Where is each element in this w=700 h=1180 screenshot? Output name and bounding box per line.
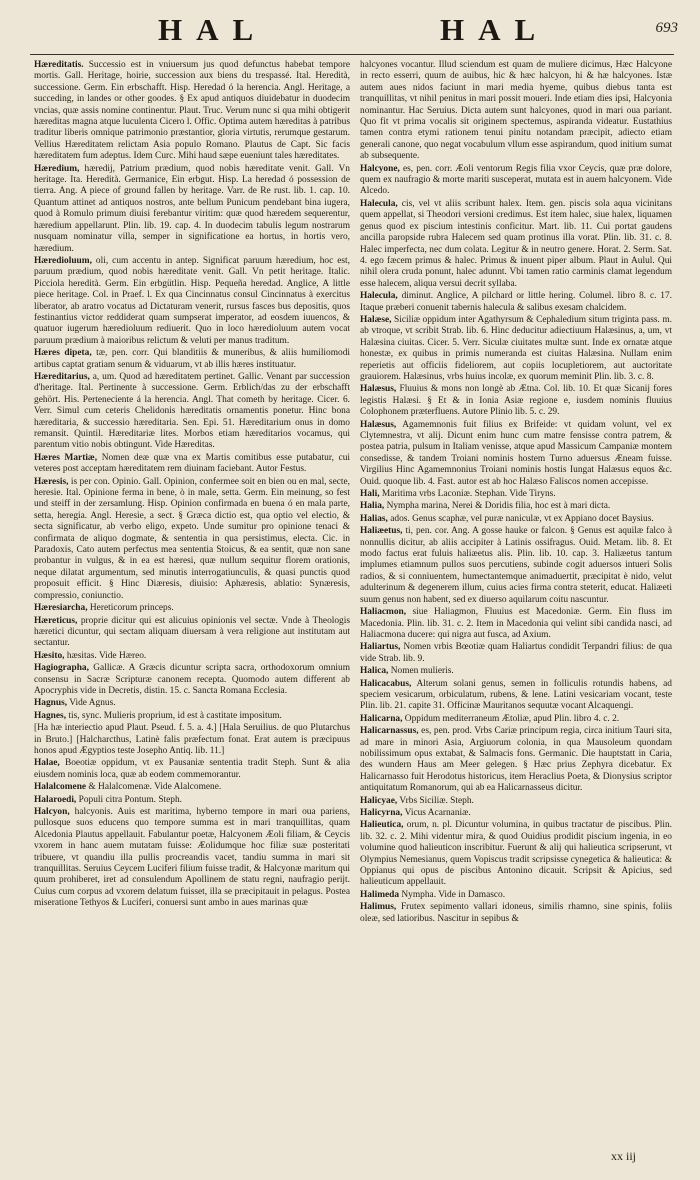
entry-text: Siciliæ oppidum inter Agathyrsum & Cephaledium situm triginta pass. m. ab vtroque, vt scribit Strab. lib. 6. Hinc deducitur adiectiuum Halæsinus, a, um, vt Halæsina ciuitas. Cicer. 5. Verr. Siculæ ciuitates multæ sunt. Inde ex ornatæ atque honestæ, ex quibus in primis numeranda est ciuitas Halæsina. Nullam enim reperietis aut officiis fideliorem, aut copiis locupletiorem, aut auctoritate grauiorem. Halæsinus, vrbs huius incolæ, ex quorum meminit Plin. lib. 3. c. 8.: [360, 314, 672, 382]
entry-text: hæsitas. Vide Hæreo.: [66, 650, 147, 661]
dictionary-entry: [34, 663, 350, 697]
dictionary-entry: [360, 902, 672, 925]
entry-text: Nomen mulieris.: [390, 666, 454, 677]
entry-headword: Hæreditarius,: [34, 371, 90, 382]
entry-text: Frutex sepimento vallari idoneus, similis rhamno, sine spinis, foliis oleæ, sed latioribus. Nascitur in sepibus &: [360, 902, 672, 924]
dictionary-entry: [34, 477, 350, 602]
entry-headword: Hæresis,: [34, 476, 69, 487]
dictionary-entry: [360, 642, 672, 665]
dictionary-entry: [360, 890, 672, 901]
entry-headword: Halcyone,: [360, 163, 400, 174]
dictionary-entry: [360, 489, 672, 500]
entry-headword: Halias,: [360, 513, 388, 524]
right-column: [360, 60, 672, 926]
dictionary-entry: [360, 820, 672, 888]
dictionary-entry: [360, 60, 672, 163]
entry-text: proprie dicitur qui est alicuius opinionis vel sectæ. Vnde à Theologis hæretici dicuntur, qui sectam aliquam diuersam à vera religione aut institutam aut sectantur.: [34, 615, 351, 649]
entry-text: Nympha marina, Nerei & Doridis filia, hoc est à mari dicta.: [386, 501, 611, 512]
entry-text: ti, pen. cor. Ang. A gosse hauke or falcon. § Genus est aquilæ falco à nonnullis dicitur, ab aliis accipiter à Latinis ossifragus. Ouid. Metam. lib. 8. Et modo factus erat fuluis haliæetus alis. Plin. lib. 10. cap. 3. Haliæetus tantum implumes etiamnum pullos suos percutiens, subinde cogit aduersos intueri Solis radios, & si conniuentem, humectantemque animaduertit, præcipitat è nido, velut adulterinum & degenerem illum, cuius acies firma contra steterit, educat. Haliæeti suum genus non habent, sed ex diuerso aquilarum coitu nascuntur.: [360, 526, 673, 605]
dictionary-entry: [360, 384, 672, 418]
dictionary-entry: [34, 795, 350, 806]
entry-headword: Halcyon,: [34, 807, 70, 817]
entry-text: tæ, pen. corr. Qui blanditiis & muneribus, & aliis humiliomodi artibus captat gratiam senum & viduarum, vt ab illis hæres instituatur.: [34, 348, 350, 370]
entry-headword: Hæsito,: [34, 650, 65, 661]
entry-text: Vicus Acarnaniæ.: [404, 808, 471, 818]
entry-text: [Ha hæ interiectio apud Plaut. Pseud. f. 5. a. 4.] [Hala Seruilius. de quo Plutarchus in Bruto.] [Halcharcthus, Latinè falis præfectum fonat. Erat autem is præcipuus honos apud Ægyptios teste Josepho Antiq. lib. 11.]: [34, 723, 350, 756]
entry-headword: Halæse,: [360, 314, 392, 325]
entry-text: orum, n. pl. Dicuntur volumina, in quibus tractatur de piscibus. Plin. lib. 32. c. 2. Mihi videntur mira, & quod Ouidius prodidit piscium ingenia, in eo volumine quod halieuticon inscribitur. Fuerunt & alij qui halieutica scripserunt, vt Olympius Nemesianus, quem Vopiscus tradit scripsisse cynegetica & halieutica: & Oppianus qui opus de piscibus Antonino dicauit. Scripsit & Apicius, sed halieuticum appellauit.: [360, 820, 672, 888]
dictionary-entry: [360, 808, 672, 819]
dictionary-entry: [360, 666, 672, 677]
dictionary-entry: [34, 711, 350, 722]
entry-text: Boeotiæ oppidum, vt ex Pausaniæ sententia tradit Steph. Sunt & alia eiusdem nominis loca, quæ ab eodem commemorantur.: [34, 758, 351, 780]
entry-headword: Halia,: [360, 501, 385, 512]
entry-headword: Hali,: [360, 489, 380, 500]
entry-headword: Halicyae,: [360, 795, 398, 806]
entry-headword: Hæreticus,: [34, 615, 78, 626]
dictionary-entry: [34, 758, 350, 781]
entry-headword: Halæsus,: [360, 419, 397, 430]
dictionary-entry: [34, 807, 350, 910]
entry-text: Populi citra Pontum. Steph.: [78, 794, 183, 805]
entry-text: siue Haliagmon, Fluuius est Macedoniæ. Germ. Ein fluss im Macedonia. Plin. lib. 31. c. 2. Item in Macedonia qui velint sibi candida nasci, ad Haliacmona ducere: qui nigra aut fusca, ad Axium.: [360, 607, 672, 640]
entry-headword: Hagnes,: [34, 710, 67, 721]
header-rule: [30, 54, 674, 55]
entry-text: Alterum solani genus, semen in folliculis rotundis habens, ad speciem vesicarum, orbiculatum, rubens, & lene. Latini vesicariam vocant, teste Plin. lib. 21. capite 31. Officinæ Mauritanos sequutæ vocant Alcaquengi.: [360, 678, 672, 712]
entry-text: halcyones vocantur. Illud sciendum est quam de muliere dicimus, Hæc Halcyone in recto esserri, quum de auibus, hic & hæc halcyon, hi & hæ halcyones. Istæ autem aues nidos faciunt in mari media hyeme, quibus diebus tanta est tranquillitas, vt nihil penitus in mari possit moueri. Inde etiam dies ipsi, Halcyonia nominantur. Hac Seruius. Dicta autem sunt halcyones, quod in mari oua pariant. Quo fit vt prima vocalis sit originem spectemus, aspiranda videatur. Eustathius tamen contra etymi rationem tenui pinitu notandam præcipit, adiecto etiam generali canone, quo negat vocabulum vllum esse aspirandum, quod initium sumat ab subsequente.: [360, 60, 672, 162]
entry-headword: Halicyrna,: [360, 808, 403, 818]
entry-headword: Halecula,: [360, 291, 398, 302]
entry-headword: Hagiographa,: [34, 663, 89, 674]
entry-headword: Halimus,: [360, 902, 397, 913]
dictionary-entry: [360, 726, 672, 794]
entry-headword: Haliæetus,: [360, 526, 403, 537]
entry-headword: Hæredioluum,: [34, 255, 92, 266]
entry-headword: Halaroedi,: [34, 794, 77, 805]
dictionary-entry: [34, 164, 350, 255]
entry-headword: Hæres Martiæ,: [34, 452, 98, 463]
entry-headword: Halicarnassus,: [360, 726, 419, 737]
entry-text: oli, cum accentu in antep. Significat paruum hæredium, hoc est, paruum prædium, quod nobis hæreditate venit. Gall. Vn petit heritage. Italic. Picciola heredità. Germ. Ein erbgütlin. Hisp. Pequeña heredad. Anglice, A little piece heritage. Col. in Praef. l. Ex qua Cincinnatus consul Cincinnatus à exercitus liberator, ab aratro vocatus ad Dictaturam venerit, rursus fasces bus depositis, quos festinantius victor reddiderat quam sumpserat imperator, ad eosdem iuuencos, & quatuor iugerum hæredioluum rediuerit. Quo in loco hæredioluum autem vocat paruum prædium à maioribus relictum & veluti per manus traditum.: [34, 255, 351, 346]
entry-text: Nomen deæ quæ vna ex Martis comitibus esse putabatur, cui veteres post acceptam hæreditatem rem diuinam faciebant. Autor Festus.: [34, 452, 351, 475]
entry-text: Nympha. Vide in Damasco.: [401, 889, 506, 900]
dictionary-entry: [360, 526, 672, 606]
entry-text: es, pen. prod. Vrbs Cariæ principum regia, circa initium Tauri sita, ad mare in minori Asia, Argiuorum colonia, in qua Mausoleum quondam nobilissimum opus extabat, & Salmacis fons. Germanic. Die hauptstatt in Caria, des wundern Haus am Meer gelegen. § Hæc prius Zephyra dicebatur. Ex Halicarnasso fuit Herodotus historicus, item Heraclius Poeta, & Dionysius scriptor antiquitatum Romanorum, qui ab ea Halicarnasseus dicitur.: [360, 726, 672, 794]
dictionary-entry: [360, 607, 672, 641]
entry-headword: Halieutica,: [360, 820, 404, 831]
entry-text: Maritima vrbs Laconiæ. Stephan. Vide Tiryns.: [381, 489, 556, 500]
entry-text: Fluuius & mons non longè ab Ætna. Col. lib. 10. Et quæ Sicanij fores legistis Halæsi. § Et & in Ionia Asiæ regione e, iusdem nominis fluuius Colophonem præterfluens. Autore Plinio lib. 5. c. 29.: [360, 384, 673, 418]
dictionary-entry: [360, 796, 672, 807]
entry-headword: Hagnus,: [34, 698, 68, 709]
dictionary-entry: [34, 616, 350, 650]
dictionary-entry: [34, 782, 350, 793]
entry-text: es, pen. corr. Æoli ventorum Regis filia vxor Ceycis, quæ præ dolore, quem ex naufragio & morte mariti susceperat, mutata est in auem halcyonem. Vide Alcedo.: [360, 163, 672, 197]
entry-headword: Halalcomene: [34, 782, 87, 793]
dictionary-entry: [360, 420, 672, 488]
dictionary-entry: [360, 315, 672, 383]
dictionary-entry: [360, 714, 672, 725]
entry-text: Vide Agnus.: [69, 698, 116, 709]
entry-headword: Hæresiarcha,: [34, 603, 88, 614]
entry-text: ados. Genus scaphæ, vel puræ naniculæ, vt ex Appiano docet Baysius.: [390, 513, 654, 524]
entry-text: Nomen vrbis Bœotiæ quam Haliartus condidit Terpandri filius: de qua vide Strab. lib. 9.: [360, 642, 672, 664]
entry-text: a, um. Quod ad hæreditatem pertinet. Gallic. Venant par succession d'heritage. Ital. Pertinente à successione. Germ. Erblich/das zu der erbschafft gehört. His. Perteneciente á la herencia. Angl. That cometh by heritage. Cicer. 6. Verr. Simul cum ceteris Chelidonis hæreditatis ornamentis ponetur. Hinc bona hæreditaria, & successio hæreditaria. Sen. Epi. 51. Hæreditarium onus in domo remansit. Quintil. Hæreditariæ lites. Morbos etiam hæreditarios vocamus, qui parentum vitio nobis obtingunt. Vide Hæreditas.: [34, 371, 350, 451]
dictionary-entry: [360, 164, 672, 198]
dictionary-entry: [360, 514, 672, 525]
entry-headword: Haliacmon,: [360, 607, 407, 618]
dictionary-entry: [360, 501, 672, 512]
entry-text: Agamemnonis fuit filius ex Brifeide: vt quidam volunt, vel ex Clytemnestra, vt alij. Dicunt enim hunc cum matre fensisse contra patrem, & postea patria, pulsum in Italiam venisse, atque apud Massicum Campaniæ montem consedisse, & tandem Troiani nominis hostem Turno aduersus Æneam fuisse. Virgilius Hinc Agamemnonius Troiani nominis hostis Iungat Halæsus equos &c. Ouid. quoque lib. 4. Fast. autor est ab hoc Halæso Faliscos nomen accepisse.: [360, 419, 672, 487]
entry-headword: Halecula,: [360, 198, 398, 209]
dictionary-entry: [34, 651, 350, 662]
entry-headword: Halicarna,: [360, 713, 403, 724]
entry-text: cis, vel vt aliis scribunt halex. Item. gen. piscis sola aqua vicinitans quem appellat, si Theodori versioni credimus. Est item halec, siue halex, liquamen genus quod ex piscium intestinis conficitur. Mart. lib. 11. Cui portat gaudens ancilla paropside rubra Halecem sed quam protinus illa vorat. Plin. lib. 31. c. 8. Halec imperfecta, nec dum colata. Legitur & in neutro genere. Horat. 2. Serm. Sat. 4. ego fæcem primus & halec. Primus & inuent piper album. Plaut in Aulul. Qui nihil olera cruda ponunt, halec adunnt. Vbi tamen ratio carminis clamat legendum esse halecem, aliqua versui decrit syllaba.: [360, 198, 673, 289]
running-head-right: HAL: [440, 12, 550, 47]
entry-text: diminut. Anglice, A pilchard or little hering. Columel. libro 8. c. 17. Itaque præberi conuenit tabernis halecula & salibus exesam chalcidem.: [360, 291, 672, 313]
entry-text: halcyonis. Auis est maritima, hyberno tempore in mari oua pariens, pullosque suos educens quo tempore summa est in mari tranquillitas, quam Alcedonia Plautus appellauit. Fabulantur poetæ, Halcyonem Æoli filiam, & Ceycis vxorem in hanc auem mutatam fuisse: Æolidumque hoc filiæ suæ posteritati tribuere, vt quandiu illa pullis procreandis vacet, tandiu summa in mari sit tranquillitas. Seruius Ceycem Luciferi filium fuisse tradit, & Halcyonæ maritum qui quum prohiberet, iret ad consulendum Apollinem de statu regni, naufragio perijt. Cuius cum corpus ad vxorem delatum fuisset, illa se præcipitauit in pelagus. Postea miseratione Tethyos & Luciferi, conuersi sunt ambo in aues marinas quæ: [34, 807, 350, 909]
entry-text: Successio est in vniuersum jus quod defunctus habebat tempore mortis. Gall. Heritage, hoirie, succession aux biens du trespassé. Ital. Heredità, successione. Germ. Ein erbschafft. Hisp. Heredad ó la herencia. Angl. Heritage, a succeding, in landes or other goodes. § Ex apud antiquos diuidebatur in duodecim vncias, quæ assis nomine continentur. Plaut. Truc. Verum nunc si qua mihi obtigerit hæreditas magna atque luculenta Cicero l. Offic. Optima autem hæreditas à patribus traditur liberis omnique patrimonio præstantior, gloria virtutis, rerumque gestarum. Vellius Hæreditatem relictam Asia populo Romano. Plautus de Capt. Sic facis hæreditatem fum adeptus. Idem Curc. Mihi haud sæpe eueniunt tales hæreditates.: [34, 60, 351, 162]
dictionary-entry: [34, 723, 350, 757]
entry-headword: Hæres dipeta,: [34, 348, 92, 359]
signature-mark: xx iij: [610, 1149, 636, 1163]
entry-text: Hereticorum princeps.: [89, 603, 174, 614]
dictionary-entry: [34, 603, 350, 614]
dictionary-entry: [34, 348, 350, 371]
entry-text: Oppidum mediterraneum Ætoliæ, apud Plin. libro 4. c. 2.: [404, 713, 620, 724]
left-column: [34, 60, 350, 911]
entry-headword: Hæreditatis.: [34, 60, 84, 70]
dictionary-entry: [360, 199, 672, 290]
entry-text: is per con. Opinio. Gall. Opinion, confermee soit en bien ou en mal, secte, heresie. Ital. Opinione ferma in bene, ò in male, setta. Germ. Ein meinung, so fest und steiff in der zersamlung. Hisp. Opinion confirmada en buena ó en mala parte, setta, heregia. Angl. Heresie, a sect. § Græca dictio est, qua optio vel electio, & secta significatur, ab verbo eligo, expeto. Unde sumitur pro opinione tenaci & confirmata de aliquo dogmate, & sententia in qua persistimus, electa. Cic. in Paradoxis, Cato autem perfectus mea sententia Stoicus, & ea sentit, quæ non sane probantur in vulgus, & in ea est hæresi, quæ nullum sequitur florem orationis, neque dilatat argumentum, sed minutis interrogatiunculis, & quasi punctis quod proposuit efficit. § Hinc Diæresis, diuisio: Aphæresis, ablatio: Synæresis, compressio, coniunctio.: [34, 476, 350, 601]
dictionary-entry: [360, 679, 672, 713]
entry-text: tis, sync. Mulieris proprium, id est à castitate impositum.: [68, 710, 282, 721]
running-head-left: HAL: [158, 12, 268, 47]
dictionary-entry: [34, 698, 350, 709]
entry-text: & Halalcomenæ. Vide Alalcomene.: [88, 782, 222, 793]
entry-headword: Halæsus,: [360, 384, 397, 395]
entry-headword: Halimeda: [360, 889, 400, 900]
dictionary-entry: [34, 60, 350, 163]
entry-headword: Halicacabus,: [360, 678, 412, 689]
entry-headword: Haliartus,: [360, 642, 401, 653]
entry-headword: Halae,: [34, 758, 60, 769]
entry-text: Gallicæ. A Græcis dicuntur scripta sacra, orthodoxorum omnium consensu in Sacræ Scripturæ canonem recepta. Quomodo autem different ab Apocryphis vide in Decretis, distin. 15. c. Sancta Romana Ecclesia.: [34, 663, 350, 696]
dictionary-entry: [34, 453, 350, 476]
page-number: 693: [655, 20, 678, 36]
dictionary-entry: [34, 256, 350, 347]
dictionary-entry: [360, 291, 672, 314]
entry-text: hæredij, Patrium prædium, quod nobis hæreditate venit. Gall. Vn heritage. Ita. Heredità. Germanice, Ein erbgut. Hisp. La heredad ó possession de tierra. Ang. A piece of ground fallen by heritage. Varr. de Re rust. lib. 1. cap. 10. Quantum attinet ad antiquos nostros, ante bellum Punicum pendebant bina iugera, quod à Romulo primum diuisi ferebantur viritim: quæ quod hæredem sequerentur, hæredium appellarunt. Plin. lib. 19. cap. 4. In duodecim tabulis legum nostrarum nusquam nominatur villa, semper in significatione ea hortus, in hortis vero, hæredium.: [34, 163, 350, 254]
entry-text: Vrbs Siciliæ. Steph.: [399, 795, 474, 806]
entry-headword: Halica,: [360, 666, 389, 677]
entry-headword: Hæredium,: [34, 163, 80, 174]
dictionary-entry: [34, 372, 350, 452]
